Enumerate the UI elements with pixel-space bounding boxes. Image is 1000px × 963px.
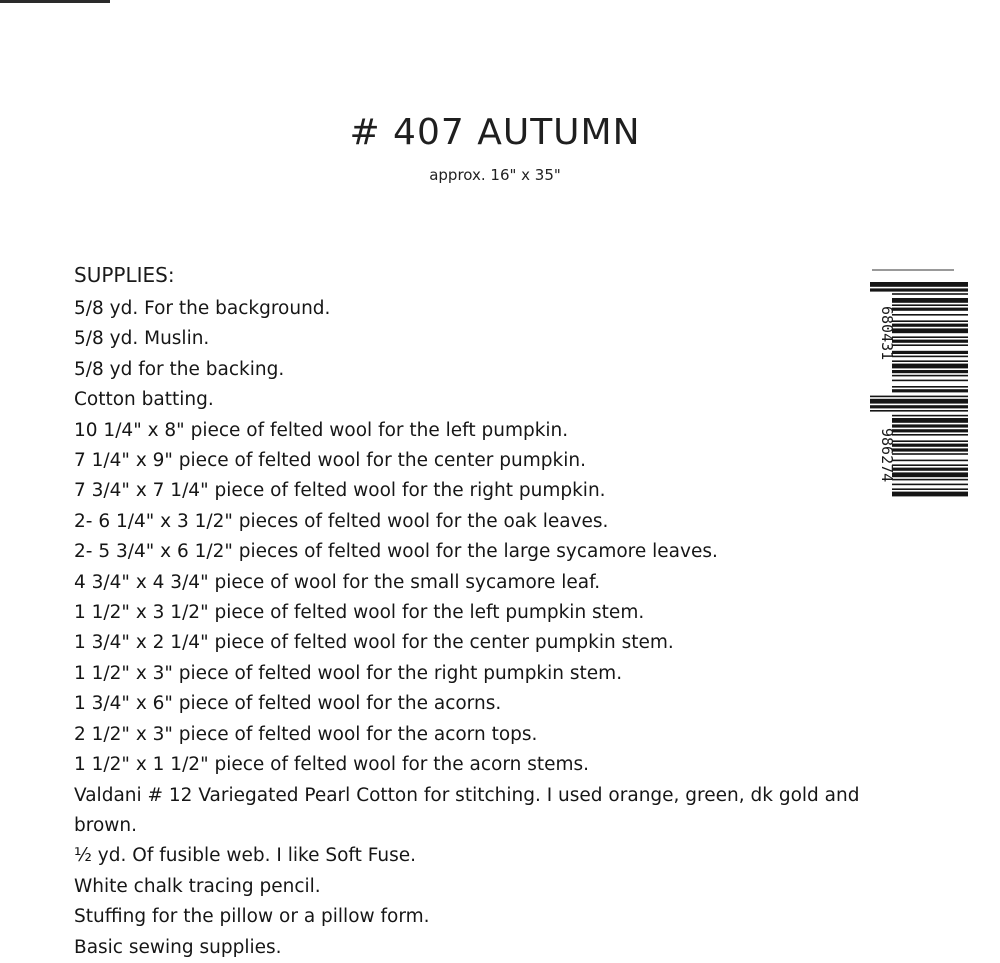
barcode-bar bbox=[892, 389, 968, 392]
barcode-bar bbox=[892, 293, 968, 295]
barcode-bar bbox=[892, 351, 968, 354]
barcode-bar bbox=[892, 468, 968, 471]
supplies-heading: SUPPLIES: bbox=[74, 263, 175, 287]
supply-item: 1 3/4" x 6" piece of felted wool for the acorns. bbox=[74, 693, 502, 715]
supplies-list bbox=[74, 294, 934, 963]
barcode-bar bbox=[892, 492, 968, 497]
barcode-bar bbox=[892, 336, 968, 338]
barcode-number-left: 680431 bbox=[878, 306, 896, 361]
pattern-size: approx. 16" x 35" bbox=[429, 166, 561, 184]
barcode-bar bbox=[892, 344, 968, 346]
top-edge-rule bbox=[0, 0, 110, 3]
barcode-bar bbox=[870, 405, 968, 408]
supply-item: 5/8 yd. Muslin. bbox=[74, 328, 210, 350]
barcode-bar bbox=[892, 360, 968, 362]
barcode-bar bbox=[892, 356, 968, 358]
barcode-bar bbox=[892, 464, 968, 466]
barcode-bar bbox=[892, 440, 968, 442]
supply-item: 2- 6 1/4" x 3 1/2" pieces of felted wool for the oak leaves. bbox=[74, 510, 609, 532]
barcode-bar bbox=[892, 434, 968, 436]
supply-item: Valdani # 12 Variegated Pearl Cotton for stitching. I used orange, green, dk gold and brown. bbox=[74, 784, 860, 836]
barcode-bar bbox=[892, 364, 968, 369]
supply-item: 2- 5 3/4" x 6 1/2" pieces of felted wool for the large sycamore leaves. bbox=[74, 541, 718, 563]
supply-item: 1 1/2" x 1 1/2" piece of felted wool for the acorn stems. bbox=[74, 754, 590, 776]
barcode-bar bbox=[892, 488, 968, 490]
barcode-bar bbox=[892, 314, 968, 316]
barcode-bar bbox=[892, 444, 968, 447]
supply-item: Basic sewing supplies. bbox=[74, 936, 282, 958]
barcode-bar bbox=[892, 308, 968, 311]
barcode-bar bbox=[892, 304, 968, 306]
barcode-bar bbox=[870, 410, 968, 412]
barcode-bar bbox=[892, 380, 968, 382]
supply-item: 2 1/2" x 3" piece of felted wool for the acorn tops. bbox=[74, 723, 538, 745]
barcode-bar bbox=[892, 340, 968, 343]
supply-item: 10 1/4" x 8" piece of felted wool for the left pumpkin. bbox=[74, 419, 569, 441]
barcode-bar bbox=[892, 324, 968, 327]
barcode-bar bbox=[870, 282, 968, 287]
supply-item: ½ yd. Of fusible web. I like Soft Fuse. bbox=[74, 845, 416, 867]
supply-item: 7 3/4" x 7 1/4" piece of felted wool for the right pumpkin. bbox=[74, 480, 606, 502]
barcode-bar bbox=[892, 460, 968, 462]
barcode-number-right: 986274 bbox=[878, 428, 896, 483]
barcode-bar bbox=[892, 375, 968, 377]
supply-item: 5/8 yd. For the background. bbox=[74, 298, 331, 319]
barcode-bar bbox=[892, 320, 968, 322]
barcode-bar bbox=[892, 453, 968, 455]
supply-item: 4 3/4" x 4 3/4" piece of wool for the small sycamore leaf. bbox=[74, 571, 601, 593]
supply-item: 1 3/4" x 2 1/4" piece of felted wool for the center pumpkin stem. bbox=[74, 632, 674, 654]
barcode-bar bbox=[892, 448, 968, 451]
barcode-bar bbox=[870, 288, 968, 291]
supply-item: 5/8 yd for the backing. bbox=[74, 358, 285, 380]
barcode-bar bbox=[892, 424, 968, 427]
barcode-bar bbox=[892, 429, 968, 432]
supply-item: Cotton batting. bbox=[74, 389, 214, 411]
barcode-bar bbox=[870, 399, 968, 404]
supply-item: White chalk tracing pencil. bbox=[74, 875, 321, 897]
barcode-bar bbox=[892, 415, 968, 417]
pattern-title: # 407 AUTUMN bbox=[349, 112, 641, 153]
barcode-bar bbox=[892, 328, 968, 333]
supply-item: 1 1/2" x 3 1/2" piece of felted wool for the left pumpkin stem. bbox=[74, 602, 645, 624]
barcode-bar bbox=[870, 396, 968, 398]
barcode-bar bbox=[892, 298, 968, 303]
barcode-bar bbox=[892, 479, 968, 481]
barcode bbox=[868, 268, 972, 540]
supply-item: Stuffing for the pillow or a pillow form. bbox=[74, 906, 430, 928]
barcode-bar bbox=[892, 418, 968, 423]
barcode-bar bbox=[892, 370, 968, 373]
barcode-bar bbox=[892, 472, 968, 477]
barcode-bar bbox=[892, 386, 968, 388]
supply-item: 7 1/4" x 9" piece of felted wool for the center pumpkin. bbox=[74, 450, 586, 472]
supply-item: 1 1/2" x 3" piece of felted wool for the right pumpkin stem. bbox=[74, 662, 623, 684]
barcode-bar bbox=[892, 484, 968, 486]
